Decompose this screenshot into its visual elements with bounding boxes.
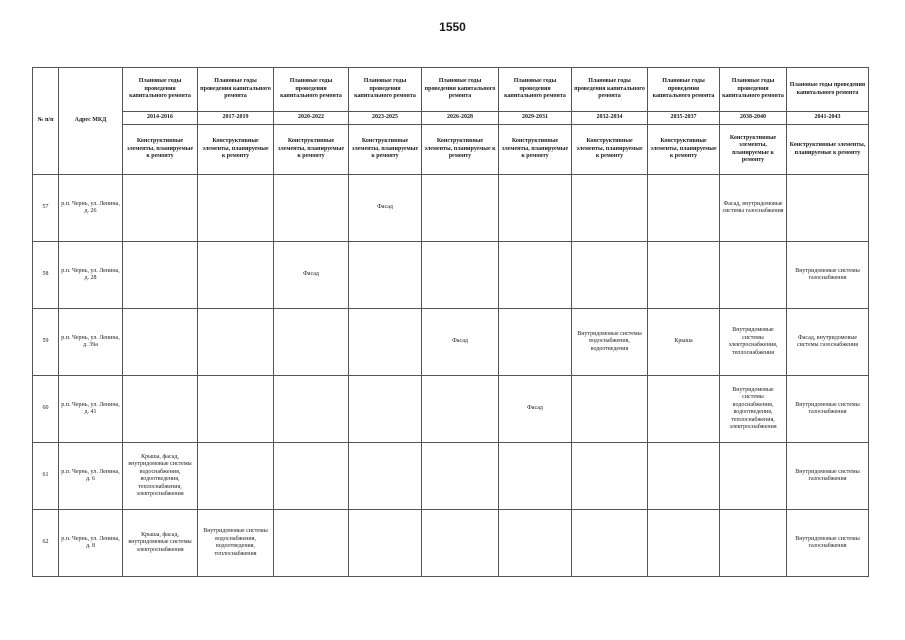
- column-header-elements: Конструктивные элементы, планируемые к ремонту: [349, 125, 422, 175]
- repair-elements-cell: [499, 443, 572, 510]
- column-header-address: Адрес МКД: [59, 68, 123, 175]
- repair-elements-cell: Внутридомовые системы газоснабжения: [787, 242, 869, 309]
- repair-elements-cell: Фасад: [422, 309, 499, 376]
- column-header-period: 2017-2019: [198, 112, 274, 125]
- repair-elements-cell: [648, 510, 720, 577]
- repair-elements-cell: [422, 510, 499, 577]
- column-header-period: 2038-2040: [720, 112, 787, 125]
- repair-elements-cell: Крыша, фасад, внутридомовые системы водоснабжения, водоотведения, теплоснабжения, электроснабжения: [123, 443, 198, 510]
- repair-elements-cell: Внутридомовые системы газоснабжения: [787, 376, 869, 443]
- repair-elements-cell: [720, 510, 787, 577]
- column-header-elements: Конструктивные элементы, планируемые к ремонту: [648, 125, 720, 175]
- column-header-planned-years: Плановые годы проведения капитального ремонта: [123, 68, 198, 112]
- table-row: [33, 242, 869, 309]
- repair-elements-cell: [123, 175, 198, 242]
- column-header-period: 2029-2031: [499, 112, 572, 125]
- column-header-number: № п/п: [33, 68, 59, 175]
- repair-elements-cell: [349, 376, 422, 443]
- column-header-period: 2032-2034: [572, 112, 648, 125]
- repair-elements-cell: [499, 242, 572, 309]
- column-header-elements: Конструктивные элементы, планируемые к ремонту: [123, 125, 198, 175]
- repair-elements-cell: Фасад: [349, 175, 422, 242]
- column-header-elements: Конструктивные элементы, планируемые к ремонту: [198, 125, 274, 175]
- repair-elements-cell: [499, 510, 572, 577]
- capital-repair-table: [32, 67, 869, 577]
- repair-elements-cell: [349, 242, 422, 309]
- column-header-elements: Конструктивные элементы, планируемые к ремонту: [720, 125, 787, 175]
- column-header-period: 2020-2022: [274, 112, 349, 125]
- column-header-period: 2023-2025: [349, 112, 422, 125]
- row-number: 61: [33, 443, 59, 510]
- row-address: р.п. Чернь, ул. Ленина, д. 41: [59, 376, 123, 443]
- repair-elements-cell: [349, 309, 422, 376]
- repair-elements-cell: [198, 242, 274, 309]
- row-address: р.п. Чернь, ул. Ленина, д. 8: [59, 510, 123, 577]
- repair-elements-cell: Крыша: [648, 309, 720, 376]
- repair-elements-cell: [422, 175, 499, 242]
- table-row: [33, 175, 869, 242]
- row-number: 57: [33, 175, 59, 242]
- repair-elements-cell: [648, 443, 720, 510]
- column-header-planned-years: Плановые годы проведения капитального ремонта: [422, 68, 499, 112]
- repair-elements-cell: Внутридомовые системы водоснабжения, водоотведения, теплоснабжения, электроснабжения: [720, 376, 787, 443]
- repair-elements-cell: [648, 175, 720, 242]
- column-header-elements: Конструктивные элементы, планируемые к ремонту: [274, 125, 349, 175]
- repair-elements-cell: [349, 443, 422, 510]
- column-header-planned-years: Плановые годы проведения капитального ремонта: [572, 68, 648, 112]
- repair-elements-cell: Крыша, фасад, внутридомовые системы электроснабжения: [123, 510, 198, 577]
- row-address: р.п. Чернь, ул. Ленина, д. 26: [59, 175, 123, 242]
- repair-elements-cell: [274, 510, 349, 577]
- column-header-elements: Конструктивные элементы, планируемые к ремонту: [422, 125, 499, 175]
- repair-elements-cell: Внутридомовые системы водоснабжения, водоотведения, теплоснабжения: [198, 510, 274, 577]
- repair-elements-cell: [572, 443, 648, 510]
- repair-elements-cell: [572, 242, 648, 309]
- repair-elements-cell: Внутридомовые системы водоснабжения, водоотведения: [572, 309, 648, 376]
- repair-elements-cell: [198, 443, 274, 510]
- row-number: 58: [33, 242, 59, 309]
- row-number: 62: [33, 510, 59, 577]
- repair-elements-cell: [720, 242, 787, 309]
- repair-elements-cell: Фасад: [499, 376, 572, 443]
- repair-elements-cell: [274, 309, 349, 376]
- repair-elements-cell: [422, 242, 499, 309]
- table-row: [33, 510, 869, 577]
- column-header-period: 2041-2043: [787, 112, 869, 125]
- column-header-planned-years: Плановые годы проведения капитального ремонта: [648, 68, 720, 112]
- column-header-period: 2014-2016: [123, 112, 198, 125]
- repair-elements-cell: [648, 242, 720, 309]
- column-header-planned-years: Плановые годы проведения капитального ремонта: [499, 68, 572, 112]
- repair-elements-cell: [787, 175, 869, 242]
- repair-elements-cell: Внутридомовые системы электроснабжения, теплоснабжения: [720, 309, 787, 376]
- repair-elements-cell: [123, 242, 198, 309]
- column-header-planned-years: Плановые годы проведения капитального ремонта: [274, 68, 349, 112]
- column-header-period: 2026-2028: [422, 112, 499, 125]
- repair-elements-cell: [422, 443, 499, 510]
- repair-elements-cell: Фасад, внутридомовые системы газоснабжения: [720, 175, 787, 242]
- repair-elements-cell: [572, 376, 648, 443]
- column-header-elements: Конструктивные элементы, планируемые к ремонту: [499, 125, 572, 175]
- repair-elements-cell: Фасад, внутридомовые системы газоснабжения: [787, 309, 869, 376]
- repair-elements-cell: [499, 175, 572, 242]
- repair-elements-cell: [123, 376, 198, 443]
- column-header-period: 2035-2037: [648, 112, 720, 125]
- table-row: [33, 309, 869, 376]
- column-header-planned-years: Плановые годы проведения капитального ремонта: [198, 68, 274, 112]
- repair-elements-cell: [572, 510, 648, 577]
- repair-elements-cell: [123, 309, 198, 376]
- column-header-elements: Конструктивные элементы, планируемые к ремонту: [787, 125, 869, 175]
- column-header-elements: Конструктивные элементы, планируемые к ремонту: [572, 125, 648, 175]
- column-header-planned-years: Плановые годы проведения капитального ремонта: [720, 68, 787, 112]
- column-header-planned-years: Плановые годы проведения капитального ремонта: [787, 68, 869, 112]
- table-row: [33, 443, 869, 510]
- column-header-planned-years: Плановые годы проведения капитального ремонта: [349, 68, 422, 112]
- repair-elements-cell: Фасад: [274, 242, 349, 309]
- row-number: 59: [33, 309, 59, 376]
- repair-elements-cell: [422, 376, 499, 443]
- repair-elements-cell: [274, 443, 349, 510]
- repair-elements-cell: Внутридомовые системы газоснабжения: [787, 510, 869, 577]
- row-address: р.п. Чернь, ул. Ленина, д. 28: [59, 242, 123, 309]
- repair-elements-cell: [198, 175, 274, 242]
- page-number: 1550: [439, 20, 466, 34]
- repair-elements-cell: [499, 309, 572, 376]
- repair-elements-cell: [648, 376, 720, 443]
- table-row: [33, 376, 869, 443]
- repair-elements-cell: [274, 376, 349, 443]
- row-address: р.п. Чернь, ул. Ленина, д. 39а: [59, 309, 123, 376]
- row-number: 60: [33, 376, 59, 443]
- repair-elements-cell: [198, 376, 274, 443]
- repair-elements-cell: [349, 510, 422, 577]
- repair-elements-cell: [572, 175, 648, 242]
- repair-elements-cell: [720, 443, 787, 510]
- repair-elements-cell: [274, 175, 349, 242]
- row-address: р.п. Чернь, ул. Ленина, д. 6: [59, 443, 123, 510]
- repair-elements-cell: [198, 309, 274, 376]
- repair-elements-cell: Внутридомовые системы газоснабжения: [787, 443, 869, 510]
